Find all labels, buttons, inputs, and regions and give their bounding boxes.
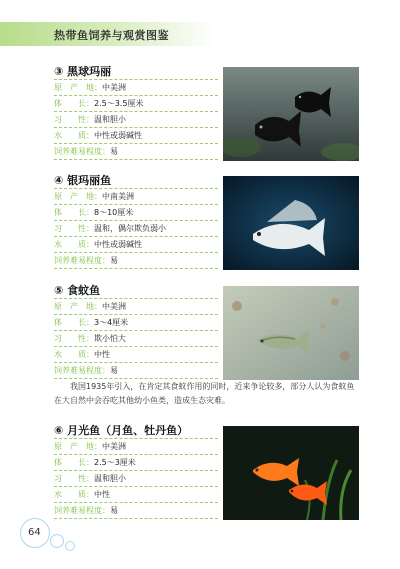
temper-row: 习 性：温和胆小 xyxy=(54,470,218,486)
info-table xyxy=(54,438,218,519)
fish-title: ⑤ 食蚊鱼 xyxy=(54,284,101,297)
temper-row: 习 性：温和，偶尔欺负弱小 xyxy=(54,220,218,236)
fish-title: ③ 黑球玛丽 xyxy=(54,65,112,78)
book-title: 热带鱼饲养与观赏图鉴 xyxy=(54,29,169,42)
length-row: 体 长：2.5～3.5厘米 xyxy=(54,95,218,111)
info-table xyxy=(54,188,218,269)
black-molly-photo xyxy=(223,67,359,161)
mosquitofish-photo xyxy=(223,286,359,380)
temper-row: 习 性：温和胆小 xyxy=(54,111,218,127)
difficulty-row: 饲养难易程度：易 xyxy=(54,252,218,269)
decor-circle xyxy=(65,541,75,551)
page-number: 64 xyxy=(28,527,41,538)
fish-section-black-molly xyxy=(54,63,360,163)
water-row: 水 质：中性或弱碱性 xyxy=(54,127,218,143)
water-row: 水 质：中性或弱碱性 xyxy=(54,236,218,252)
water-row: 水 质：中性 xyxy=(54,486,218,502)
temper-row: 习 性：欺小怕大 xyxy=(54,330,218,346)
difficulty-row: 饲养难易程度：易 xyxy=(54,502,218,519)
origin-row: 原 产 地：中美洲 xyxy=(54,298,218,314)
info-table xyxy=(54,298,218,379)
difficulty-row: 饲养难易程度：易 xyxy=(54,362,218,379)
fish-title: ⑥ 月光鱼（月鱼、牡丹鱼） xyxy=(54,424,189,437)
fish-title: ④ 银玛丽鱼 xyxy=(54,174,112,187)
silver-molly-photo xyxy=(223,176,359,270)
fish-section-silver-molly xyxy=(54,172,360,272)
origin-row: 原 产 地：中美洲 xyxy=(54,79,218,95)
decor-circle xyxy=(20,518,50,548)
decor-circle xyxy=(50,534,64,548)
platy-photo xyxy=(223,426,359,520)
origin-row: 原 产 地：中南美洲 xyxy=(54,188,218,204)
water-row: 水 质：中性 xyxy=(54,346,218,362)
origin-row: 原 产 地：中美洲 xyxy=(54,438,218,454)
mosquitofish-note: 我国1935年引入，在肯定其食蚊作用的同时，近来争论较多，部分人认为食蚊鱼在大自然中会吞吃其他幼小鱼类，造成生态灾难。 xyxy=(54,382,355,405)
length-row: 体 长：2.5～3厘米 xyxy=(54,454,218,470)
length-row: 体 长：3～4厘米 xyxy=(54,314,218,330)
difficulty-row: 饲养难易程度：易 xyxy=(54,143,218,160)
fish-section-platy xyxy=(54,422,360,522)
fish-section-mosquitofish xyxy=(54,282,360,382)
info-table xyxy=(54,79,218,160)
length-row: 体 长：8～10厘米 xyxy=(54,204,218,220)
